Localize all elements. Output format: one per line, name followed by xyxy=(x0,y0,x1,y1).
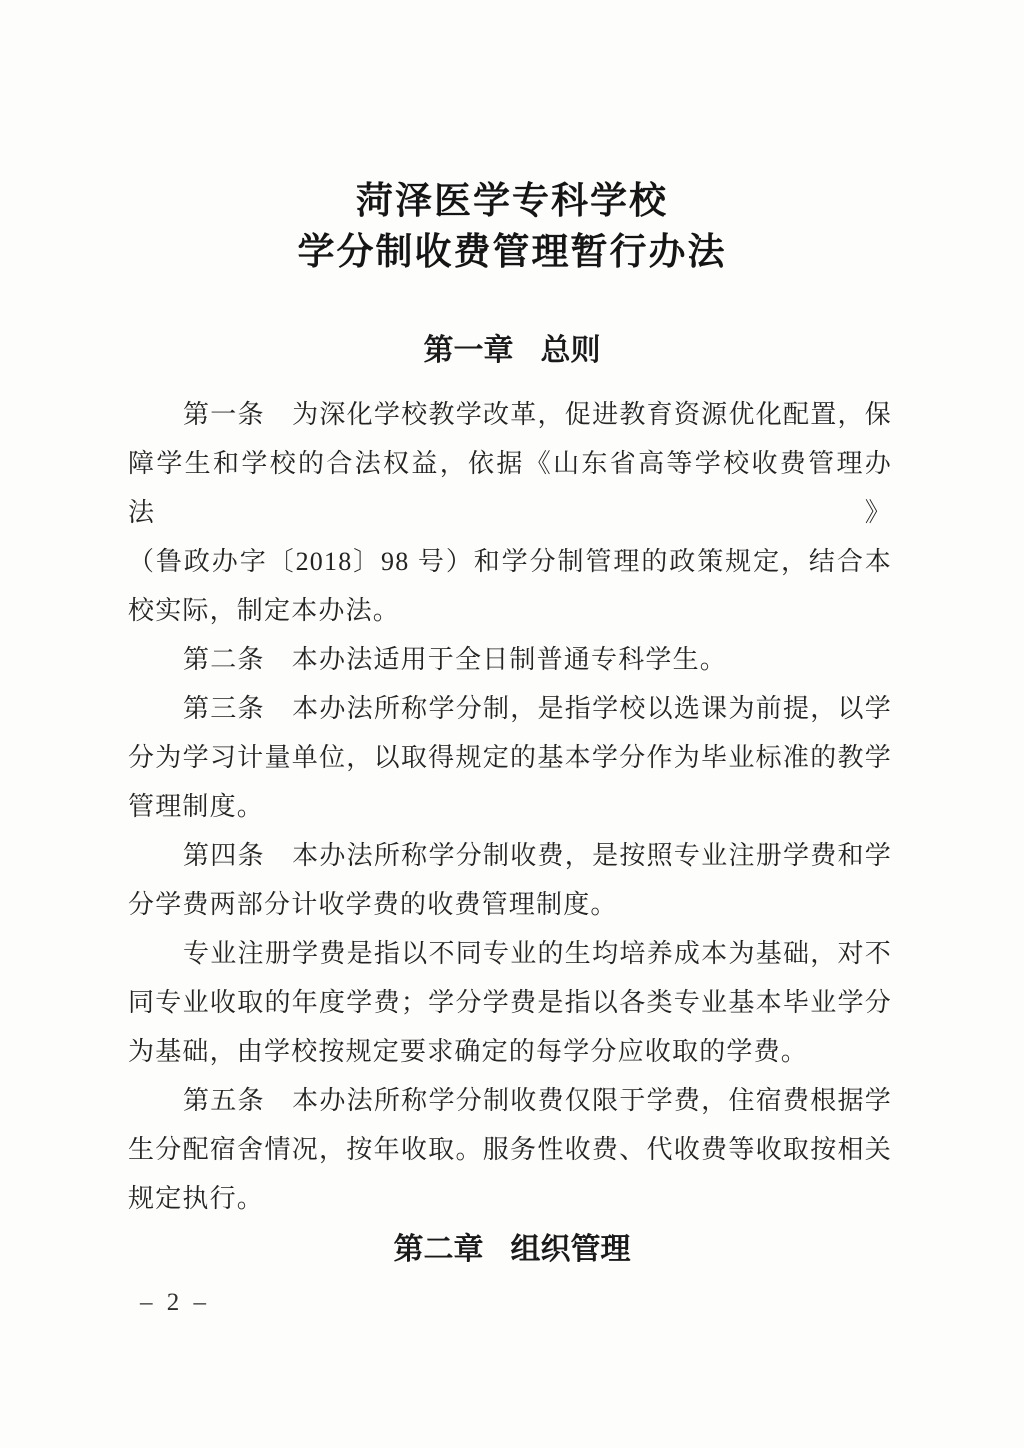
body-line: 第二条 本办法适用于全日制普通专科学生。 xyxy=(183,645,728,674)
title-line-1: 菏泽医学专科学校 xyxy=(356,181,668,222)
page-number: – 2 – xyxy=(140,1289,210,1316)
body-line: 管理制度。 xyxy=(128,792,265,821)
paragraph-registration-fee xyxy=(128,929,892,1076)
body-line: 第五条 本办法所称学分制收费仅限于学费，住宿费根据学 xyxy=(183,1086,892,1115)
body-line: 第一条 为深化学校教学改革，促进教育资源优化配置，保 xyxy=(183,400,892,429)
body-line: 第三条 本办法所称学分制，是指学校以选课为前提，以学 xyxy=(183,694,892,723)
body-line: 生分配宿舍情况，按年收取。服务性收费、代收费等收取按相关 xyxy=(128,1135,892,1164)
body-line: 分学费两部分计收学费的收费管理制度。 xyxy=(128,890,618,919)
paragraph-article-4 xyxy=(128,831,892,929)
paragraph-article-1 xyxy=(128,390,892,635)
body-line: 障学生和学校的合法权益，依据《山东省高等学校收费管理办法》 xyxy=(128,449,892,527)
body-line: 为基础，由学校按规定要求确定的每学分应收取的学费。 xyxy=(128,1037,809,1066)
chapter-1-title: 总则 xyxy=(540,334,601,367)
chapter-2-heading xyxy=(0,1233,1024,1267)
body-line: 同专业收取的年度学费；学分学费是指以各类专业基本毕业学分 xyxy=(128,988,892,1017)
chapter-1-heading xyxy=(0,334,1024,368)
body-line: 分为学习计量单位，以取得规定的基本学分作为毕业标准的教学 xyxy=(128,743,892,772)
body-line: 校实际，制定本办法。 xyxy=(128,596,401,625)
paragraph-article-2 xyxy=(128,635,892,684)
body-line: 第四条 本办法所称学分制收费，是按照专业注册学费和学 xyxy=(183,841,892,870)
body-line: 专业注册学费是指以不同专业的生均培养成本为基础，对不 xyxy=(183,939,892,968)
title-line-2: 学分制收费管理暂行办法 xyxy=(297,232,727,273)
paragraph-article-3 xyxy=(128,684,892,831)
body-line: （鲁政办字〔2018〕98 号）和学分制管理的政策规定，结合本 xyxy=(128,547,892,576)
chapter-2-number: 第二章 xyxy=(393,1233,484,1266)
chapter-1-number: 第一章 xyxy=(423,334,514,367)
body-line: 规定执行。 xyxy=(128,1184,265,1213)
chapter-2-title: 组织管理 xyxy=(510,1233,631,1266)
paragraph-article-5 xyxy=(128,1076,892,1223)
document-title xyxy=(0,0,1024,278)
document-body xyxy=(128,390,892,1223)
